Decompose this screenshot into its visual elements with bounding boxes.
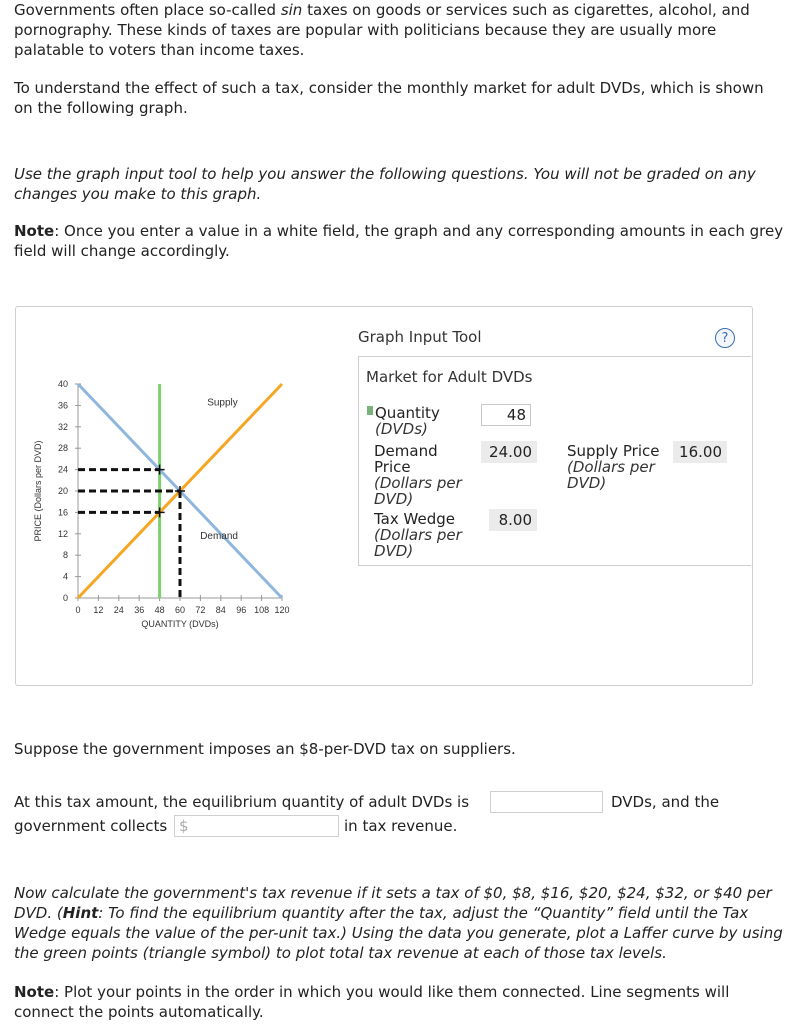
tax-wedge-unit-line-1: (Dollars per — [374, 526, 462, 544]
laffer-instructions: Now calculate the government's tax revenue if it sets a tax of $0, $8, $16, $20, $24, $32, or $40 per DVD. (Hint: To find the equilibrium quantity after the tax, adjust the “Quantity” field until the Tax Wedge equals the value of the per-unit tax.) Using the data you generate, plot a Laffer curve by using the green points (triangle symbol) to plot total tax revenue at each of those tax levels. — [14, 884, 783, 962]
tax-wedge-value: 8.00 — [489, 509, 537, 531]
y-tick-label: 4 — [62, 571, 68, 582]
quantity-label: Quantity — [375, 404, 440, 422]
question-text-part-1: At this tax amount, the equilibrium quantity of adult DVDs is — [14, 793, 470, 811]
quantity-unit: (DVDs) — [375, 420, 428, 438]
y-tick-label: 28 — [57, 443, 68, 454]
x-tick-label: 96 — [236, 605, 247, 615]
x-tick-label: 48 — [154, 605, 165, 615]
x-tick-label: 60 — [174, 605, 186, 615]
tax-wedge-unit-line-2: DVD) — [374, 542, 414, 560]
quantity-label-block — [375, 405, 440, 437]
note-paragraph: Note: Once you enter a value in a white field, the graph and any corresponding amounts in each grey field will change accordingly. — [14, 222, 784, 260]
hint-label: Hint — [62, 904, 99, 922]
market-graph[interactable] — [28, 370, 318, 640]
market-title: Market for Adult DVDs — [366, 368, 533, 386]
supply-price-label-block — [567, 443, 659, 491]
x-tick-label: 36 — [134, 605, 145, 615]
dollar-sign-icon: $ — [179, 817, 189, 835]
supply-price-label: Supply Price — [567, 442, 660, 460]
y-tick-label: 36 — [57, 400, 68, 411]
x-tick-label: 108 — [254, 605, 270, 615]
demand-unit-line-2: DVD) — [374, 490, 414, 508]
scenario-text: Suppose the government imposes an $8-per-DVD tax on suppliers. — [14, 740, 516, 758]
x-tick-label: 72 — [195, 605, 206, 615]
x-tick-label: 0 — [75, 605, 81, 615]
equilibrium-quantity-input[interactable] — [490, 791, 603, 813]
quantity-input[interactable] — [481, 404, 531, 426]
x-tick-label: 24 — [113, 605, 124, 615]
supply-price-value: 16.00 — [673, 441, 727, 463]
question-circle-icon[interactable]: ? — [715, 328, 735, 348]
intro-paragraph-1: Governments often place so-called sin taxes on goods or services such as cigarettes, alcohol, and pornography. These kinds of taxes are popular with politicians because they are usually more palatable to voters than income taxes. — [14, 1, 750, 59]
supply-unit-line-2: DVD) — [567, 474, 607, 492]
demand-price-value: 24.00 — [481, 441, 537, 463]
x-axis-label: QUANTITY (DVDs) — [141, 619, 219, 629]
tax-revenue-input[interactable] — [174, 815, 339, 837]
quantity-marker-icon — [367, 406, 373, 415]
y-tick-label: 0 — [62, 593, 68, 603]
tax-wedge-label: Tax Wedge — [374, 510, 455, 528]
question-text-part-3: government collects — [14, 817, 168, 835]
supply-unit-line-1: (Dollars per — [567, 458, 655, 476]
instruction-paragraph: Use the graph input tool to help you answer the following questions. You will not be graded on any changes you make to this graph. — [14, 165, 756, 203]
question-text-part-4: in tax revenue. — [344, 817, 458, 835]
note2-label: Note — [14, 983, 55, 1001]
intro-paragraph-2: To understand the effect of such a tax, consider the monthly market for adult DVDs, which is shown on the following graph. — [14, 79, 764, 117]
demand-price-label-block — [374, 443, 462, 507]
y-axis-label: PRICE (Dollars per DVD) — [33, 440, 43, 542]
y-tick-label: 24 — [57, 464, 68, 475]
demand-unit-line-1: (Dollars per — [374, 474, 462, 492]
demand-label: Demand — [374, 442, 438, 460]
y-tick-label: 20 — [57, 486, 68, 496]
note2-paragraph: Note: Plot your points in the order in which you would like them connected. Line segments will connect the points automatically. — [14, 983, 730, 1021]
demand-price-label: Price — [374, 458, 411, 476]
tax-wedge-label-block — [374, 511, 462, 559]
note-label: Note — [14, 222, 55, 240]
x-tick-label: 12 — [93, 605, 104, 615]
y-tick-label: 12 — [57, 528, 68, 539]
supply-label: Supply — [207, 397, 238, 409]
sin-emphasis: sin — [280, 1, 303, 19]
y-tick-label: 32 — [57, 421, 68, 432]
x-tick-label: 84 — [215, 605, 226, 615]
y-tick-label: 16 — [57, 507, 68, 518]
question-text-part-2: DVDs, and the — [611, 793, 720, 811]
graph-tool-title: Graph Input Tool — [358, 328, 482, 346]
x-tick-label: 120 — [274, 605, 290, 615]
y-tick-label: 40 — [57, 379, 68, 389]
demand-label: Demand — [200, 531, 239, 543]
y-tick-label: 8 — [62, 550, 68, 561]
